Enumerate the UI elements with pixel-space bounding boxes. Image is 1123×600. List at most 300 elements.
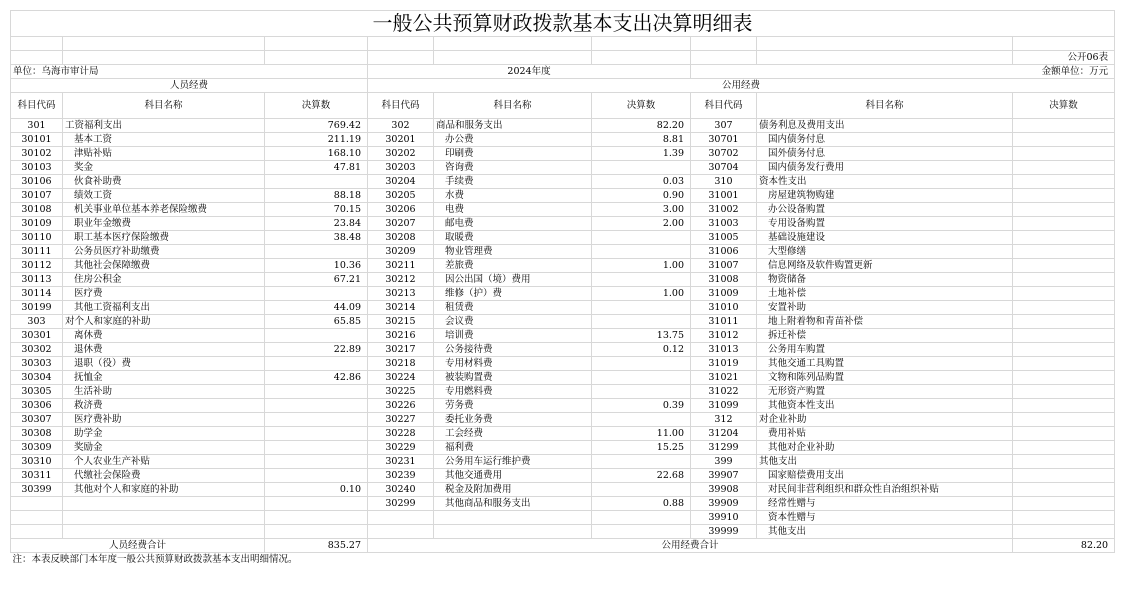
table-row — [11, 357, 1115, 371]
code-cell: 30201 — [368, 133, 434, 147]
code-cell: 30231 — [368, 455, 434, 469]
table-row — [11, 147, 1115, 161]
code-cell: 30704 — [691, 161, 757, 175]
code-cell: 307 — [691, 119, 757, 133]
amount-cell — [265, 329, 368, 343]
code-cell: 31009 — [691, 287, 757, 301]
code-cell: 39909 — [691, 497, 757, 511]
amount-cell: 23.84 — [265, 217, 368, 231]
name-cell: 大型修缮 — [757, 245, 1013, 259]
code-cell: 31012 — [691, 329, 757, 343]
name-cell: 福利费 — [434, 441, 592, 455]
code-cell: 303 — [11, 315, 63, 329]
amount-cell — [1013, 357, 1115, 371]
name-cell: 对个人和家庭的补助 — [63, 315, 265, 329]
name-cell: 土地补偿 — [757, 287, 1013, 301]
public-header: 公用经费 — [368, 79, 1115, 93]
code-cell: 30209 — [368, 245, 434, 259]
amount-cell: 0.12 — [592, 343, 691, 357]
name-cell — [434, 511, 592, 525]
name-cell: 伙食补助费 — [63, 175, 265, 189]
code-cell: 31007 — [691, 259, 757, 273]
amount-cell: 22.89 — [265, 343, 368, 357]
code-cell: 30207 — [368, 217, 434, 231]
amount-cell — [265, 469, 368, 483]
name-cell: 其他社会保障缴费 — [63, 259, 265, 273]
table-row — [11, 259, 1115, 273]
code-cell: 30227 — [368, 413, 434, 427]
personnel-total-label: 人员经费合计 — [11, 539, 265, 553]
amount-cell — [265, 511, 368, 525]
amount-cell — [1013, 455, 1115, 469]
code-cell: 30204 — [368, 175, 434, 189]
name-cell — [63, 497, 265, 511]
col-name-header: 科目名称 — [434, 93, 592, 119]
table-row — [11, 399, 1115, 413]
name-cell: 对企业补助 — [757, 413, 1013, 427]
code-cell: 30101 — [11, 133, 63, 147]
amount-cell — [592, 245, 691, 259]
amount-cell — [592, 455, 691, 469]
code-cell: 30308 — [11, 427, 63, 441]
code-cell: 30216 — [368, 329, 434, 343]
code-cell: 30218 — [368, 357, 434, 371]
name-cell: 地上附着物和青苗补偿 — [757, 315, 1013, 329]
code-cell: 30311 — [11, 469, 63, 483]
name-cell: 信息网络及软件购置更新 — [757, 259, 1013, 273]
code-cell: 31021 — [691, 371, 757, 385]
amount-cell — [592, 161, 691, 175]
code-cell: 301 — [11, 119, 63, 133]
name-cell: 物资储备 — [757, 273, 1013, 287]
name-cell: 税金及附加费用 — [434, 483, 592, 497]
year-label: 2024年度 — [368, 65, 691, 79]
code-cell: 30217 — [368, 343, 434, 357]
amount-cell — [265, 497, 368, 511]
code-cell: 31022 — [691, 385, 757, 399]
amount-cell — [1013, 469, 1115, 483]
table-row — [11, 203, 1115, 217]
amount-cell — [1013, 245, 1115, 259]
code-cell: 31011 — [691, 315, 757, 329]
amount-cell: 168.10 — [265, 147, 368, 161]
amount-cell — [1013, 497, 1115, 511]
code-cell: 30309 — [11, 441, 63, 455]
name-cell: 物业管理费 — [434, 245, 592, 259]
amount-cell — [1013, 189, 1115, 203]
personnel-total-value: 835.27 — [265, 539, 368, 553]
name-cell: 其他商品和服务支出 — [434, 497, 592, 511]
amount-cell — [592, 511, 691, 525]
name-cell: 机关事业单位基本养老保险缴费 — [63, 203, 265, 217]
name-cell: 其他交通费用 — [434, 469, 592, 483]
code-cell: 31299 — [691, 441, 757, 455]
name-cell: 抚恤金 — [63, 371, 265, 385]
code-cell: 30214 — [368, 301, 434, 315]
code-cell: 30399 — [11, 483, 63, 497]
name-cell: 经常性赠与 — [757, 497, 1013, 511]
name-cell: 咨询费 — [434, 161, 592, 175]
code-cell: 30108 — [11, 203, 63, 217]
code-cell: 30205 — [368, 189, 434, 203]
name-cell: 住房公积金 — [63, 273, 265, 287]
amount-cell: 70.15 — [265, 203, 368, 217]
code-cell: 30106 — [11, 175, 63, 189]
code-cell: 30702 — [691, 147, 757, 161]
name-cell: 国内债务付息 — [757, 133, 1013, 147]
name-cell: 费用补贴 — [757, 427, 1013, 441]
code-cell — [368, 511, 434, 525]
code-cell: 30701 — [691, 133, 757, 147]
amount-cell: 0.88 — [592, 497, 691, 511]
footnote: 注：本表反映部门本年度一般公共预算财政拨款基本支出明细情况。 — [12, 554, 298, 565]
code-cell: 30307 — [11, 413, 63, 427]
name-cell: 工资福利支出 — [63, 119, 265, 133]
name-cell: 职业年金缴费 — [63, 217, 265, 231]
name-cell: 国家赔偿费用支出 — [757, 469, 1013, 483]
amount-cell — [1013, 371, 1115, 385]
amount-cell — [1013, 273, 1115, 287]
code-cell: 30212 — [368, 273, 434, 287]
name-cell: 差旅费 — [434, 259, 592, 273]
code-cell: 399 — [691, 455, 757, 469]
amount-cell — [265, 357, 368, 371]
code-cell: 30310 — [11, 455, 63, 469]
amount-cell — [1013, 119, 1115, 133]
code-cell: 30110 — [11, 231, 63, 245]
amount-cell — [1013, 441, 1115, 455]
amount-cell — [1013, 483, 1115, 497]
amount-cell — [592, 371, 691, 385]
amount-cell: 3.00 — [592, 203, 691, 217]
name-cell: 资本性支出 — [757, 175, 1013, 189]
amount-cell: 769.42 — [265, 119, 368, 133]
unit-label: 单位：乌海市审计局 — [11, 65, 368, 79]
name-cell: 国内债务发行费用 — [757, 161, 1013, 175]
code-cell: 30228 — [368, 427, 434, 441]
code-cell: 31013 — [691, 343, 757, 357]
amount-cell: 15.25 — [592, 441, 691, 455]
amount-cell: 2.00 — [592, 217, 691, 231]
code-cell: 312 — [691, 413, 757, 427]
table-row — [11, 343, 1115, 357]
public-total-label: 公用经费合计 — [368, 539, 1013, 553]
table-row — [11, 315, 1115, 329]
code-cell: 31010 — [691, 301, 757, 315]
amount-cell — [1013, 301, 1115, 315]
table-row — [11, 511, 1115, 525]
code-cell: 30224 — [368, 371, 434, 385]
amount-cell — [1013, 259, 1115, 273]
name-cell: 公务用车运行维护费 — [434, 455, 592, 469]
code-cell: 31204 — [691, 427, 757, 441]
code-cell: 30111 — [11, 245, 63, 259]
code-cell: 30225 — [368, 385, 434, 399]
code-cell — [11, 511, 63, 525]
name-cell: 委托业务费 — [434, 413, 592, 427]
amount-cell — [592, 315, 691, 329]
col-amount-header: 决算数 — [592, 93, 691, 119]
amount-cell — [1013, 315, 1115, 329]
code-cell: 30303 — [11, 357, 63, 371]
code-cell: 39910 — [691, 511, 757, 525]
code-cell: 30206 — [368, 203, 434, 217]
amount-cell: 8.81 — [592, 133, 691, 147]
name-cell: 退休费 — [63, 343, 265, 357]
name-cell: 电费 — [434, 203, 592, 217]
name-cell: 基础设施建设 — [757, 231, 1013, 245]
amount-cell: 11.00 — [592, 427, 691, 441]
table-row — [11, 273, 1115, 287]
name-cell: 拆迁补偿 — [757, 329, 1013, 343]
code-cell: 39908 — [691, 483, 757, 497]
amount-cell — [265, 441, 368, 455]
amount-cell — [1013, 525, 1115, 539]
name-cell: 水费 — [434, 189, 592, 203]
table-row — [11, 427, 1115, 441]
name-cell: 文物和陈列品购置 — [757, 371, 1013, 385]
amount-cell — [1013, 329, 1115, 343]
amount-cell: 1.39 — [592, 147, 691, 161]
amount-cell — [1013, 287, 1115, 301]
amount-cell — [265, 385, 368, 399]
name-cell: 其他对企业补助 — [757, 441, 1013, 455]
public-total-value: 82.20 — [1013, 539, 1115, 553]
amount-cell — [1013, 427, 1115, 441]
code-cell: 30199 — [11, 301, 63, 315]
amount-cell: 10.36 — [265, 259, 368, 273]
code-cell: 30215 — [368, 315, 434, 329]
name-cell: 公务用车购置 — [757, 343, 1013, 357]
code-cell: 30113 — [11, 273, 63, 287]
table-row — [11, 189, 1115, 203]
table-row — [11, 385, 1115, 399]
amount-cell — [592, 413, 691, 427]
name-cell: 其他交通工具购置 — [757, 357, 1013, 371]
code-cell: 31003 — [691, 217, 757, 231]
code-cell: 30114 — [11, 287, 63, 301]
amount-cell: 82.20 — [592, 119, 691, 133]
name-cell: 债务利息及费用支出 — [757, 119, 1013, 133]
table-row — [11, 161, 1115, 175]
amount-cell — [592, 231, 691, 245]
table-row — [11, 413, 1115, 427]
table-row — [11, 133, 1115, 147]
page-title: 一般公共预算财政拨款基本支出决算明细表 — [11, 11, 1115, 37]
amount-cell — [265, 175, 368, 189]
name-cell: 手续费 — [434, 175, 592, 189]
name-cell: 奖励金 — [63, 441, 265, 455]
form-number: 公开06表 — [1013, 51, 1115, 65]
code-cell — [11, 525, 63, 539]
name-cell — [434, 525, 592, 539]
code-cell: 30305 — [11, 385, 63, 399]
code-cell: 30226 — [368, 399, 434, 413]
amount-cell: 0.90 — [592, 189, 691, 203]
amount-cell — [1013, 217, 1115, 231]
name-cell: 生活补助 — [63, 385, 265, 399]
amount-cell: 13.75 — [592, 329, 691, 343]
code-cell: 30203 — [368, 161, 434, 175]
table-row — [11, 287, 1115, 301]
name-cell: 被装购置费 — [434, 371, 592, 385]
amount-unit: 金额单位：万元 — [691, 65, 1115, 79]
amount-cell — [1013, 203, 1115, 217]
code-cell: 31099 — [691, 399, 757, 413]
expenditure-table — [10, 10, 1115, 566]
amount-cell — [1013, 147, 1115, 161]
name-cell: 对民间非营利组织和群众性自治组织补贴 — [757, 483, 1013, 497]
name-cell: 其他对个人和家庭的补助 — [63, 483, 265, 497]
amount-cell — [592, 301, 691, 315]
amount-cell: 38.48 — [265, 231, 368, 245]
name-cell: 国外债务付息 — [757, 147, 1013, 161]
table-row — [11, 469, 1115, 483]
code-cell: 30112 — [11, 259, 63, 273]
amount-cell: 211.19 — [265, 133, 368, 147]
table-row — [11, 245, 1115, 259]
amount-cell: 47.81 — [265, 161, 368, 175]
code-cell: 30240 — [368, 483, 434, 497]
amount-cell — [1013, 385, 1115, 399]
name-cell: 专用设备购置 — [757, 217, 1013, 231]
name-cell: 商品和服务支出 — [434, 119, 592, 133]
amount-cell — [1013, 161, 1115, 175]
amount-cell: 67.21 — [265, 273, 368, 287]
table-row — [11, 455, 1115, 469]
amount-cell — [265, 287, 368, 301]
name-cell: 其他支出 — [757, 525, 1013, 539]
name-cell: 取暖费 — [434, 231, 592, 245]
code-cell: 30299 — [368, 497, 434, 511]
amount-cell: 88.18 — [265, 189, 368, 203]
code-cell: 30213 — [368, 287, 434, 301]
code-cell: 39999 — [691, 525, 757, 539]
name-cell: 劳务费 — [434, 399, 592, 413]
name-cell: 工会经费 — [434, 427, 592, 441]
code-cell: 31005 — [691, 231, 757, 245]
amount-cell — [265, 455, 368, 469]
name-cell: 专用材料费 — [434, 357, 592, 371]
table-row — [11, 301, 1115, 315]
name-cell: 安置补助 — [757, 301, 1013, 315]
code-cell: 30202 — [368, 147, 434, 161]
code-cell: 30304 — [11, 371, 63, 385]
col-code-header: 科目代码 — [11, 93, 63, 119]
name-cell: 救济费 — [63, 399, 265, 413]
code-cell: 31019 — [691, 357, 757, 371]
name-cell: 租赁费 — [434, 301, 592, 315]
col-name-header: 科目名称 — [63, 93, 265, 119]
name-cell: 基本工资 — [63, 133, 265, 147]
name-cell: 职工基本医疗保险缴费 — [63, 231, 265, 245]
amount-cell — [592, 385, 691, 399]
table-row — [11, 217, 1115, 231]
code-cell — [368, 525, 434, 539]
amount-cell — [265, 525, 368, 539]
name-cell: 资本性赠与 — [757, 511, 1013, 525]
table-row — [11, 231, 1115, 245]
name-cell: 房屋建筑物购建 — [757, 189, 1013, 203]
code-cell: 30109 — [11, 217, 63, 231]
code-cell: 31006 — [691, 245, 757, 259]
col-amount-header: 决算数 — [1013, 93, 1115, 119]
table-row — [11, 119, 1115, 133]
name-cell: 培训费 — [434, 329, 592, 343]
name-cell: 退职（役）费 — [63, 357, 265, 371]
amount-cell — [592, 357, 691, 371]
name-cell: 离休费 — [63, 329, 265, 343]
table-row — [11, 483, 1115, 497]
amount-cell: 22.68 — [592, 469, 691, 483]
table-row — [11, 371, 1115, 385]
name-cell: 医疗费补助 — [63, 413, 265, 427]
code-cell: 30229 — [368, 441, 434, 455]
amount-cell: 65.85 — [265, 315, 368, 329]
name-cell: 医疗费 — [63, 287, 265, 301]
table-row — [11, 175, 1115, 189]
amount-cell — [1013, 175, 1115, 189]
code-cell: 30211 — [368, 259, 434, 273]
amount-cell — [265, 399, 368, 413]
amount-cell — [592, 273, 691, 287]
name-cell: 个人农业生产补贴 — [63, 455, 265, 469]
col-amount-header: 决算数 — [265, 93, 368, 119]
name-cell: 无形资产购置 — [757, 385, 1013, 399]
name-cell: 办公设备购置 — [757, 203, 1013, 217]
name-cell: 代缴社会保险费 — [63, 469, 265, 483]
name-cell: 助学金 — [63, 427, 265, 441]
table-row — [11, 497, 1115, 511]
name-cell: 专用燃料费 — [434, 385, 592, 399]
amount-cell — [265, 245, 368, 259]
amount-cell — [265, 427, 368, 441]
amount-cell: 44.09 — [265, 301, 368, 315]
code-cell: 30239 — [368, 469, 434, 483]
name-cell: 其他支出 — [757, 455, 1013, 469]
amount-cell — [592, 483, 691, 497]
amount-cell: 42.86 — [265, 371, 368, 385]
code-cell: 30102 — [11, 147, 63, 161]
amount-cell: 0.10 — [265, 483, 368, 497]
amount-cell: 0.03 — [592, 175, 691, 189]
amount-cell: 1.00 — [592, 259, 691, 273]
name-cell: 印刷费 — [434, 147, 592, 161]
code-cell — [11, 497, 63, 511]
code-cell: 30208 — [368, 231, 434, 245]
name-cell: 公务接待费 — [434, 343, 592, 357]
name-cell: 因公出国（境）费用 — [434, 273, 592, 287]
amount-cell — [265, 413, 368, 427]
table-row — [11, 329, 1115, 343]
code-cell: 30301 — [11, 329, 63, 343]
code-cell: 30302 — [11, 343, 63, 357]
name-cell: 办公费 — [434, 133, 592, 147]
col-code-header: 科目代码 — [368, 93, 434, 119]
amount-cell — [1013, 511, 1115, 525]
name-cell — [63, 525, 265, 539]
amount-cell: 0.39 — [592, 399, 691, 413]
name-cell: 会议费 — [434, 315, 592, 329]
code-cell: 39907 — [691, 469, 757, 483]
code-cell: 31002 — [691, 203, 757, 217]
amount-cell — [1013, 133, 1115, 147]
code-cell: 30107 — [11, 189, 63, 203]
name-cell — [63, 511, 265, 525]
name-cell: 维修（护）费 — [434, 287, 592, 301]
name-cell: 奖金 — [63, 161, 265, 175]
amount-cell — [1013, 231, 1115, 245]
